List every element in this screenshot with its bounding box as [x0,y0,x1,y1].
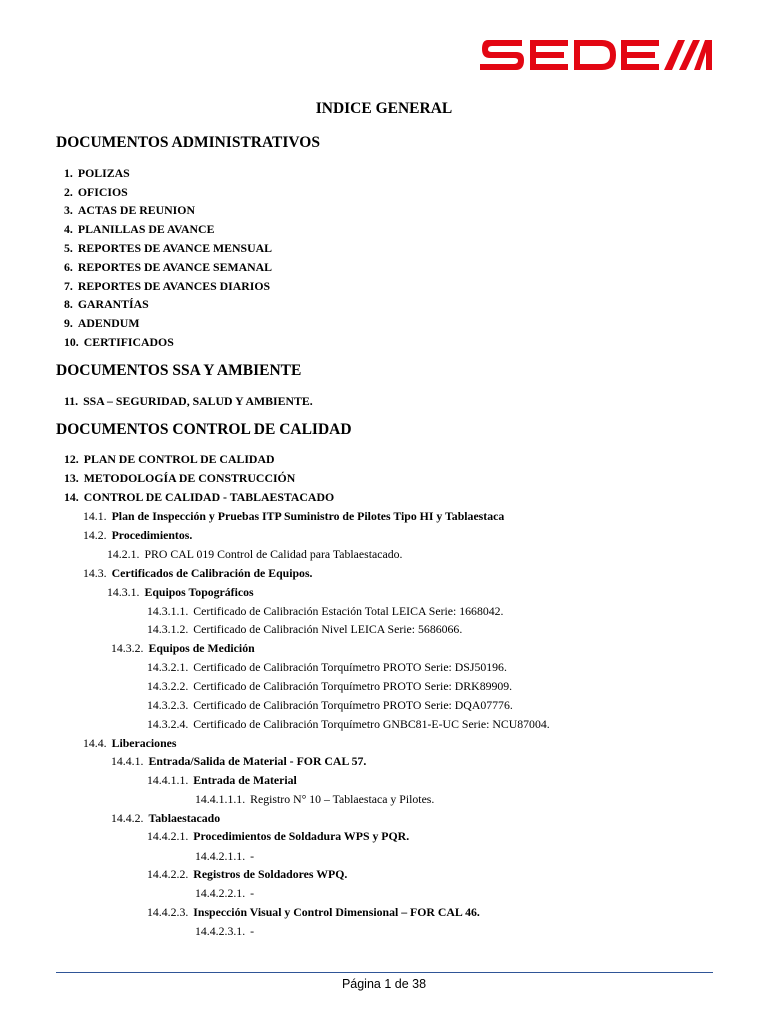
entry-number: 14.3. [83,566,107,580]
entry-number: 14.3.1.1. [147,604,189,618]
entry-text: CONTROL DE CALIDAD - TABLAESTACADO [83,490,335,504]
toc-entry-14-3[interactable] [83,566,312,580]
entry-number: 14.4.1. [111,754,144,768]
entry-text: PRO CAL 019 Control de Calidad para Tablaestacado. [144,547,403,561]
entry-text: PLAN DE CONTROL DE CALIDAD [83,452,275,466]
entry-number: 14.4.1.1. [147,773,189,787]
toc-entry-14[interactable] [64,490,334,504]
entry-number: 14.4. [83,736,107,750]
entry-number: 1. [64,166,73,180]
entry-text: Liberaciones [111,736,177,750]
toc-entry-14-3-1-1[interactable] [147,604,503,618]
toc-entry-14-4-2[interactable] [111,811,220,825]
entry-number: 9. [64,316,73,330]
entry-text: Certificado de Calibración Torquímetro PROTO Serie: DRK89909. [193,679,513,693]
toc-entry-14-4-2-3[interactable] [147,905,480,919]
entry-number: 14.3.2.4. [147,717,189,731]
entry-number: 14.3.2.1. [147,660,189,674]
section-heading-admin: DOCUMENTOS ADMINISTRATIVOS [56,134,320,151]
toc-entry-14-4-2-1[interactable] [147,829,409,843]
toc-entry-14-4-1-1[interactable] [147,773,297,787]
toc-entry-14-2-1[interactable] [107,547,402,561]
entry-text: REPORTES DE AVANCE SEMANAL [77,260,273,274]
entry-text: - [250,849,255,863]
toc-entry-14-1[interactable] [83,509,504,523]
toc-entry-14-3-1-2[interactable] [147,622,462,636]
entry-text: Certificado de Calibración Torquímetro GNBC81-E-UC Serie: NCU87004. [193,717,550,731]
entry-text: ACTAS DE REUNION [77,203,195,217]
toc-entry-7[interactable] [64,279,270,293]
section-heading-ssa: DOCUMENTOS SSA Y AMBIENTE [56,362,302,379]
entry-number: 12. [64,452,79,466]
entry-text: REPORTES DE AVANCE MENSUAL [77,241,273,255]
entry-number: 10. [64,335,79,349]
toc-entry-14-4-2-3-1[interactable] [195,924,254,938]
toc-entry-2[interactable] [64,185,128,199]
toc-entry-14-4-1-1-1[interactable] [195,792,434,806]
entry-text: - [250,924,255,938]
entry-text: Registros de Soldadores WPQ. [193,867,348,881]
toc-entry-11[interactable] [64,394,313,408]
toc-entry-12[interactable] [64,452,275,466]
sedemi-logo-graphic [478,38,718,72]
toc-entry-8[interactable] [64,297,149,311]
entry-text: Certificados de Calibración de Equipos. [111,566,313,580]
toc-entry-13[interactable] [64,471,295,485]
entry-text: Registro N° 10 – Tablaestaca y Pilotes. [250,792,435,806]
entry-text: Entrada de Material [193,773,297,787]
toc-entry-9[interactable] [64,316,139,330]
entry-number: 14.2. [83,528,107,542]
entry-number: 7. [64,279,73,293]
entry-text: Certificado de Calibración Torquímetro PROTO Serie: DSJ50196. [193,660,507,674]
entry-text: GARANTÍAS [77,297,149,311]
toc-entry-3[interactable] [64,203,195,217]
entry-text: Procedimientos de Soldadura WPS y PQR. [193,829,410,843]
entry-number: 14.4.2.1.1. [195,849,246,863]
entry-number: 14.3.2.3. [147,698,189,712]
sedemi-logo [478,38,718,72]
entry-number: 5. [64,241,73,255]
entry-number: 4. [64,222,73,236]
entry-number: 2. [64,185,73,199]
entry-text: OFICIOS [77,185,128,199]
toc-entry-14-4[interactable] [83,736,176,750]
toc-entry-14-4-2-2[interactable] [147,867,347,881]
page-number: Página 1 de 38 [341,977,427,991]
entry-text: Plan de Inspección y Pruebas ITP Suministro de Pilotes Tipo HI y Tablaestaca [111,509,505,523]
entry-number: 14.3.2.2. [147,679,189,693]
toc-entry-14-3-2-3[interactable] [147,698,513,712]
entry-number: 14.4.2. [111,811,144,825]
toc-entry-14-2[interactable] [83,528,192,542]
entry-number: 14.4.2.1. [147,829,189,843]
entry-number: 14.4.2.2. [147,867,189,881]
entry-text: Procedimientos. [111,528,193,542]
toc-entry-14-3-2-2[interactable] [147,679,512,693]
entry-text: Tablaestacado [148,811,221,825]
entry-number: 8. [64,297,73,311]
entry-number: 11. [64,394,79,408]
toc-entry-6[interactable] [64,260,272,274]
entry-text: Certificado de Calibración Estación Total LEICA Serie: 1668042. [193,604,504,618]
entry-text: Entrada/Salida de Material - FOR CAL 57. [148,754,367,768]
toc-entry-14-4-1[interactable] [111,754,366,768]
entry-number: 13. [64,471,79,485]
toc-entry-10[interactable] [64,335,174,349]
entry-text: SSA – SEGURIDAD, SALUD Y AMBIENTE. [83,394,313,408]
entry-text: REPORTES DE AVANCES DIARIOS [77,279,271,293]
entry-number: 14.4.1.1.1. [195,792,246,806]
entry-text: Equipos Topográficos [144,585,254,599]
entry-number: 14.4.2.2.1. [195,886,246,900]
toc-entry-4[interactable] [64,222,214,236]
toc-entry-14-4-2-2-1[interactable] [195,886,254,900]
toc-entry-1[interactable] [64,166,130,180]
entry-text: CERTIFICADOS [83,335,174,349]
entry-text: Equipos de Medición [148,641,255,655]
entry-text: Inspección Visual y Control Dimensional – FOR CAL 46. [193,905,480,919]
entry-number: 14.1. [83,509,107,523]
entry-number: 14. [64,490,79,504]
entry-number: 14.3.2. [111,641,144,655]
toc-entry-14-3-1[interactable] [107,585,254,599]
toc-entry-14-3-2[interactable] [111,641,255,655]
toc-entry-14-4-2-1-1[interactable] [195,849,254,863]
entry-text: PLANILLAS DE AVANCE [77,222,215,236]
entry-text: - [250,886,255,900]
entry-number: 14.3.1.2. [147,622,189,636]
entry-text: METODOLOGÍA DE CONSTRUCCIÓN [83,471,296,485]
entry-text: POLIZAS [77,166,130,180]
toc-entry-5[interactable] [64,241,272,255]
toc-entry-14-3-2-4[interactable] [147,717,550,731]
toc-entry-14-3-2-1[interactable] [147,660,507,674]
entry-number: 14.4.2.3. [147,905,189,919]
entry-number: 14.4.2.3.1. [195,924,246,938]
entry-text: Certificado de Calibración Torquímetro PROTO Serie: DQA07776. [193,698,513,712]
entry-number: 6. [64,260,73,274]
entry-text: ADENDUM [77,316,140,330]
entry-number: 14.3.1. [107,585,140,599]
document-title: INDICE GENERAL [315,100,453,117]
section-heading-quality: DOCUMENTOS CONTROL DE CALIDAD [56,421,352,438]
entry-number: 14.2.1. [107,547,140,561]
footer-divider [56,972,713,973]
entry-text: Certificado de Calibración Nivel LEICA Serie: 5686066. [193,622,463,636]
entry-number: 3. [64,203,73,217]
